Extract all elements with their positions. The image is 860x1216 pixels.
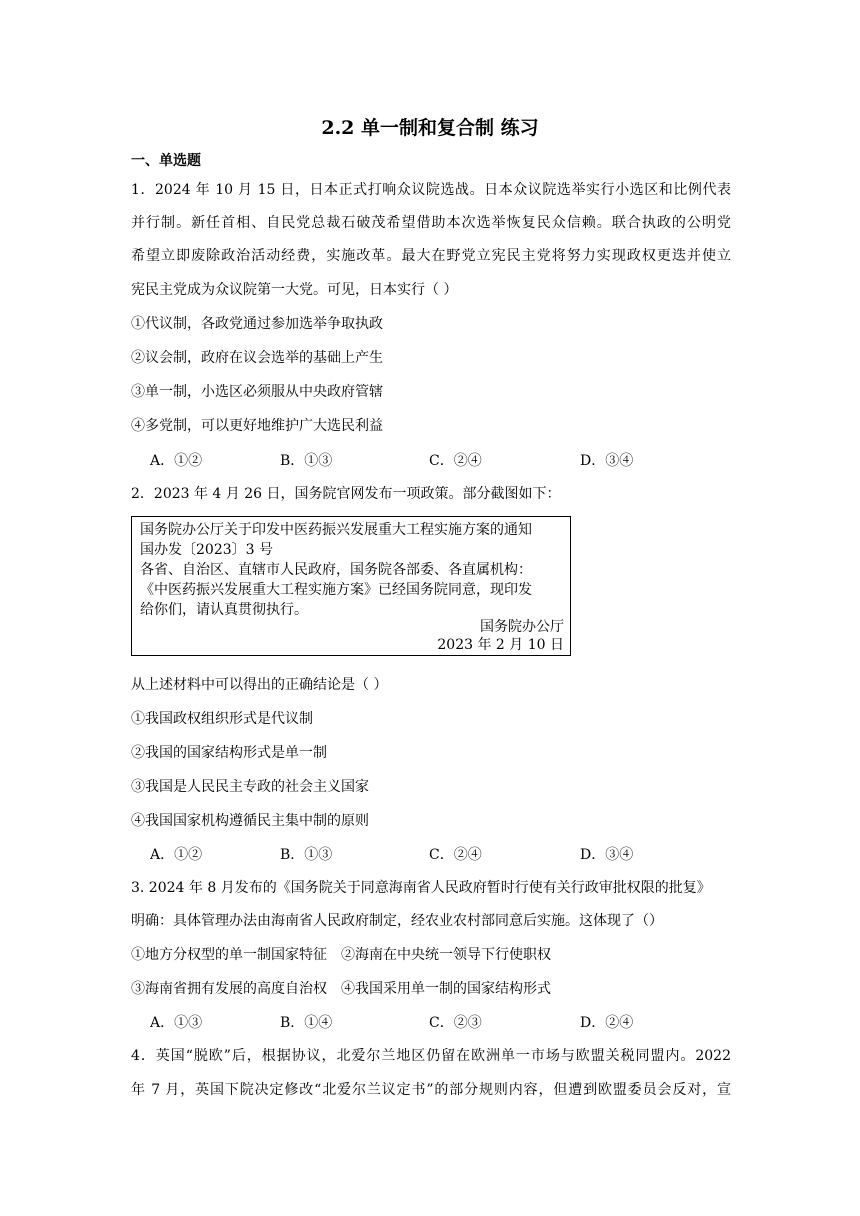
doc-body-line-2: 给你们，请认真贯彻执行。 [140,602,308,618]
q1-stem-line-2: 并行制。新任首相、自民党总裁石破茂希望借助本次选举恢复民众信赖。联合执政的公明党 [131,215,731,231]
doc-number: 国办发〔2023〕3 号 [140,542,273,558]
q1-options [150,451,710,471]
q3-items-row-2 [131,979,731,999]
page-title: 2.2 单一制和复合制 练习 [321,117,539,139]
q1-item-1: ①代议制，各政党通过参加选举争取执政 [131,316,383,332]
policy-document-excerpt [131,516,571,656]
q3-stem-line-2: 明确：具体管理办法由海南省人民政府制定，经农业农村部同意后实施。这体现了（） [131,913,663,929]
q3-option-a[interactable]: A．①③ [150,1015,203,1031]
q1-stem-line-4: 宪民主党成为众议院第一大党。可见，日本实行（ ） [131,282,458,298]
q3-options [150,1013,710,1033]
q3-item-1: ①地方分权型的单一制国家特征 [131,947,327,963]
doc-issuer: 国务院办公厅 [480,619,564,635]
q2-option-b[interactable]: B．①③ [280,847,333,863]
q2-item-2: ②我国的国家结构形式是单一制 [131,745,327,761]
q3-stem-line-1: 3. 2024 年 8 月发布的《国务院关于同意海南省人民政府暂时行使有关行政审批权限的批复》 [131,880,711,896]
q3-item-3: ③海南省拥有发展的高度自治权 [131,981,327,997]
doc-body-line-1: 《中医药振兴发展重大工程实施方案》已经国务院同意，现印发 [140,582,532,598]
q3-option-d[interactable]: D．②④ [580,1015,634,1031]
q1-option-b[interactable]: B．①③ [280,453,333,469]
doc-date: 2023 年 2 月 10 日 [437,637,564,653]
q3-option-c[interactable]: C．②③ [429,1015,482,1031]
q1-item-4: ④多党制，可以更好地维护广大选民利益 [131,418,383,434]
q1-option-c[interactable]: C．②④ [429,453,482,469]
q3-item-2: ②海南在中央统一领导下行使职权 [341,947,551,963]
q1-item-2: ②议会制，政府在议会选举的基础上产生 [131,350,383,366]
q1-stem-line-1: 1．2024 年 10 月 15 日，日本正式打响众议院选战。日本众议院选举实行小选区和比例代表 [131,182,731,198]
q1-item-3: ③单一制，小选区必须服从中央政府管辖 [131,384,383,400]
q3-items-row-1 [131,945,731,965]
section-heading: 一、单选题 [131,153,201,169]
q2-item-1: ①我国政权组织形式是代议制 [131,711,313,727]
q2-options [150,845,710,865]
q2-item-3: ③我国是人民民主专政的社会主义国家 [131,779,369,795]
q2-option-a[interactable]: A．①② [150,847,203,863]
q4-stem-line-1: 4．英国“脱欧”后，根据协议，北爱尔兰地区仍留在欧洲单一市场与欧盟关税同盟内。2022 [131,1048,731,1064]
q2-stem: 2．2023 年 4 月 26 日，国务院官网发布一项政策。部分截图如下： [131,486,561,502]
q2-option-d[interactable]: D．③④ [580,847,634,863]
q1-stem-line-3: 希望立即废除政治活动经费，实施改革。最大在野党立宪民主党将努力实现政权更迭并使立 [131,248,731,264]
q1-option-d[interactable]: D．③④ [580,453,634,469]
q3-option-b[interactable]: B．①④ [280,1015,333,1031]
q2-item-4: ④我国国家机构遵循民主集中制的原则 [131,813,369,829]
q4-stem-line-2: 年 7 月，英国下院决定修改“北爱尔兰议定书”的部分规则内容，但遭到欧盟委员会反对，宣 [131,1082,731,1098]
q3-item-4: ④我国采用单一制的国家结构形式 [341,981,551,997]
q1-option-a[interactable]: A．①② [150,453,203,469]
doc-recipients: 各省、自治区、直辖市人民政府，国务院各部委、各直属机构： [140,562,532,578]
q2-option-c[interactable]: C．②④ [429,847,482,863]
doc-title: 国务院办公厅关于印发中医药振兴发展重大工程实施方案的通知 [140,522,532,538]
q2-question: 从上述材料中可以得出的正确结论是（ ） [131,677,388,693]
